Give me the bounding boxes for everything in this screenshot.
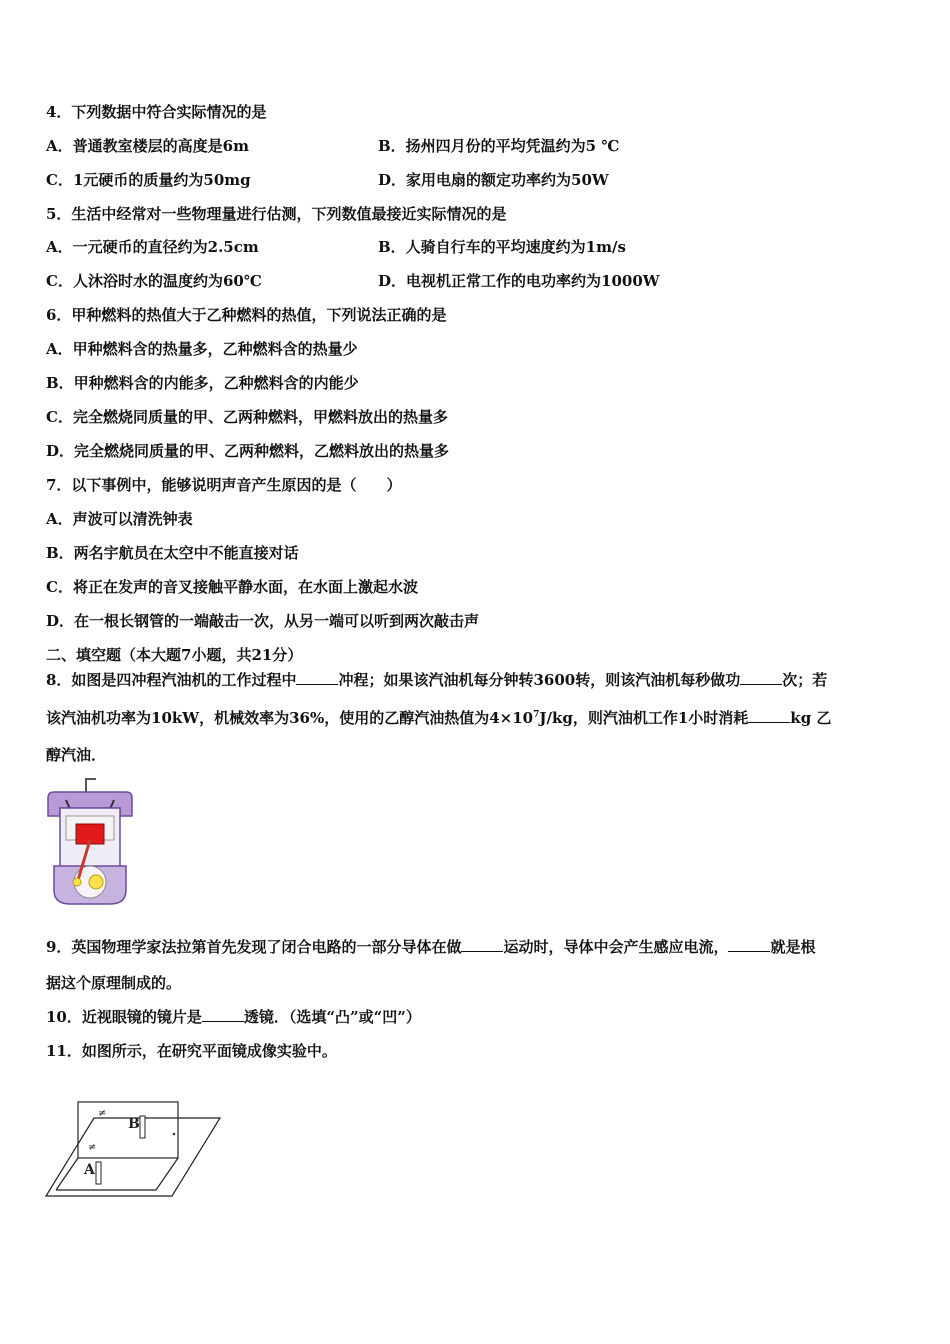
q8-text-2: 冲程；如果该汽油机每分钟转3600转，则该汽油机每秒做功 [338, 671, 741, 689]
q10-blank-1[interactable] [202, 1007, 244, 1022]
label-a: A [84, 1162, 95, 1178]
q8-blank-2[interactable] [740, 670, 782, 685]
q5-option-a: A．一元硬币的直径约为2.5cm [46, 238, 259, 256]
q8-line-2 [46, 708, 906, 728]
q5-option-c: C．人沐浴时水的温度约为60℃ [46, 272, 262, 290]
q10-text-2: 透镜．（选填“凸”或“凹”） [243, 1008, 421, 1026]
q4-stem: 4．下列数据中符合实际情况的是 [46, 103, 267, 121]
candle-b [140, 1116, 145, 1138]
crank-pin [89, 875, 103, 889]
q10-text-1: 10．近视眼镜的镜片是 [46, 1008, 202, 1026]
q8-text-4: 该汽油机功率为10kW，机械效率为36%，使用的乙醇汽油热值为4×10 [46, 709, 534, 727]
q9-line-1 [46, 937, 906, 957]
q4-option-b: B．扬州四月份的平均凭温约为5 ℃ [378, 137, 620, 155]
q8-exponent: 7 [533, 710, 540, 720]
plane-mirror-figure [44, 1094, 224, 1202]
q5-option-b: B．人骑自行车的平均速度约为1m/s [378, 238, 626, 256]
marker-dot [173, 1133, 175, 1135]
q4-option-c: C．1元硬币的质量约为50mg [46, 171, 251, 189]
candle-a [96, 1162, 101, 1184]
rod-joint [73, 878, 81, 886]
engine-figure [44, 778, 138, 908]
q11-stem: 11．如图所示，在研究平面镜成像实验中。 [46, 1042, 337, 1060]
q8-blank-1[interactable] [296, 670, 338, 685]
q10-line [46, 1007, 421, 1027]
q8-text-3: 次；若 [782, 671, 828, 689]
q6-option-d: D．完全燃烧同质量的甲、乙两种燃料，乙燃料放出的热量多 [46, 442, 450, 460]
q6-option-c: C．完全燃烧同质量的甲、乙两种燃料，甲燃料放出的热量多 [46, 408, 448, 426]
q9-line-2: 据这个原理制成的。 [46, 974, 182, 992]
label-b: B [128, 1116, 140, 1132]
q6-option-a: A．甲种燃料含的热量多，乙种燃料含的热量少 [46, 340, 358, 358]
q6-stem: 6．甲种燃料的热值大于乙种燃料的热值，下列说法正确的是 [46, 306, 447, 324]
q4-option-d: D．家用电扇的额定功率约为50W [378, 171, 609, 189]
q4-option-a: A．普通教室楼层的高度是6m [46, 137, 249, 155]
glass-edge-right [156, 1158, 178, 1190]
q9-text-2: 运动时，导体中会产生感应电流， [503, 938, 729, 956]
q8-blank-3[interactable] [748, 708, 790, 723]
q7-option-a: A．声波可以清洗钟表 [46, 510, 193, 528]
q7-stem: 7．以下事例中，能够说明声音产生原因的是（ ） [46, 476, 402, 494]
q7-option-c: C．将正在发声的音叉接触平静水面，在水面上激起水波 [46, 578, 418, 596]
glass-mark-2: ≠ [88, 1142, 97, 1153]
q9-text-3: 就是根 [770, 938, 816, 956]
glass-mark-1: ≠ [98, 1108, 107, 1119]
q9-blank-2[interactable] [728, 937, 770, 952]
q8-text-1: 8．如图是四冲程汽油机的工作过程中 [46, 671, 297, 689]
q8-line-1 [46, 670, 906, 690]
section-2-heading: 二、填空题（本大题7小题，共21分） [46, 646, 303, 664]
q6-option-b: B．甲种燃料含的内能多，乙种燃料含的内能少 [46, 374, 359, 392]
q5-stem: 5．生活中经常对一些物理量进行估测，下列数值最接近实际情况的是 [46, 205, 507, 223]
q9-text-1: 9．英国物理学家法拉第首先发现了闭合电路的一部分导体在做 [46, 938, 462, 956]
q7-option-d: D．在一根长钢管的一端敲击一次，从另一端可以听到两次敲击声 [46, 612, 480, 630]
q5-option-d: D．电视机正常工作的电功率约为1000W [378, 272, 660, 290]
q8-text-5: J/kg，则汽油机工作1小时消耗 [539, 709, 749, 727]
q7-option-b: B．两名宇航员在太空中不能直接对话 [46, 544, 299, 562]
q8-line-3: 醇汽油． [46, 746, 107, 764]
q8-text-6: kg 乙 [790, 709, 832, 727]
q9-blank-1[interactable] [461, 937, 503, 952]
